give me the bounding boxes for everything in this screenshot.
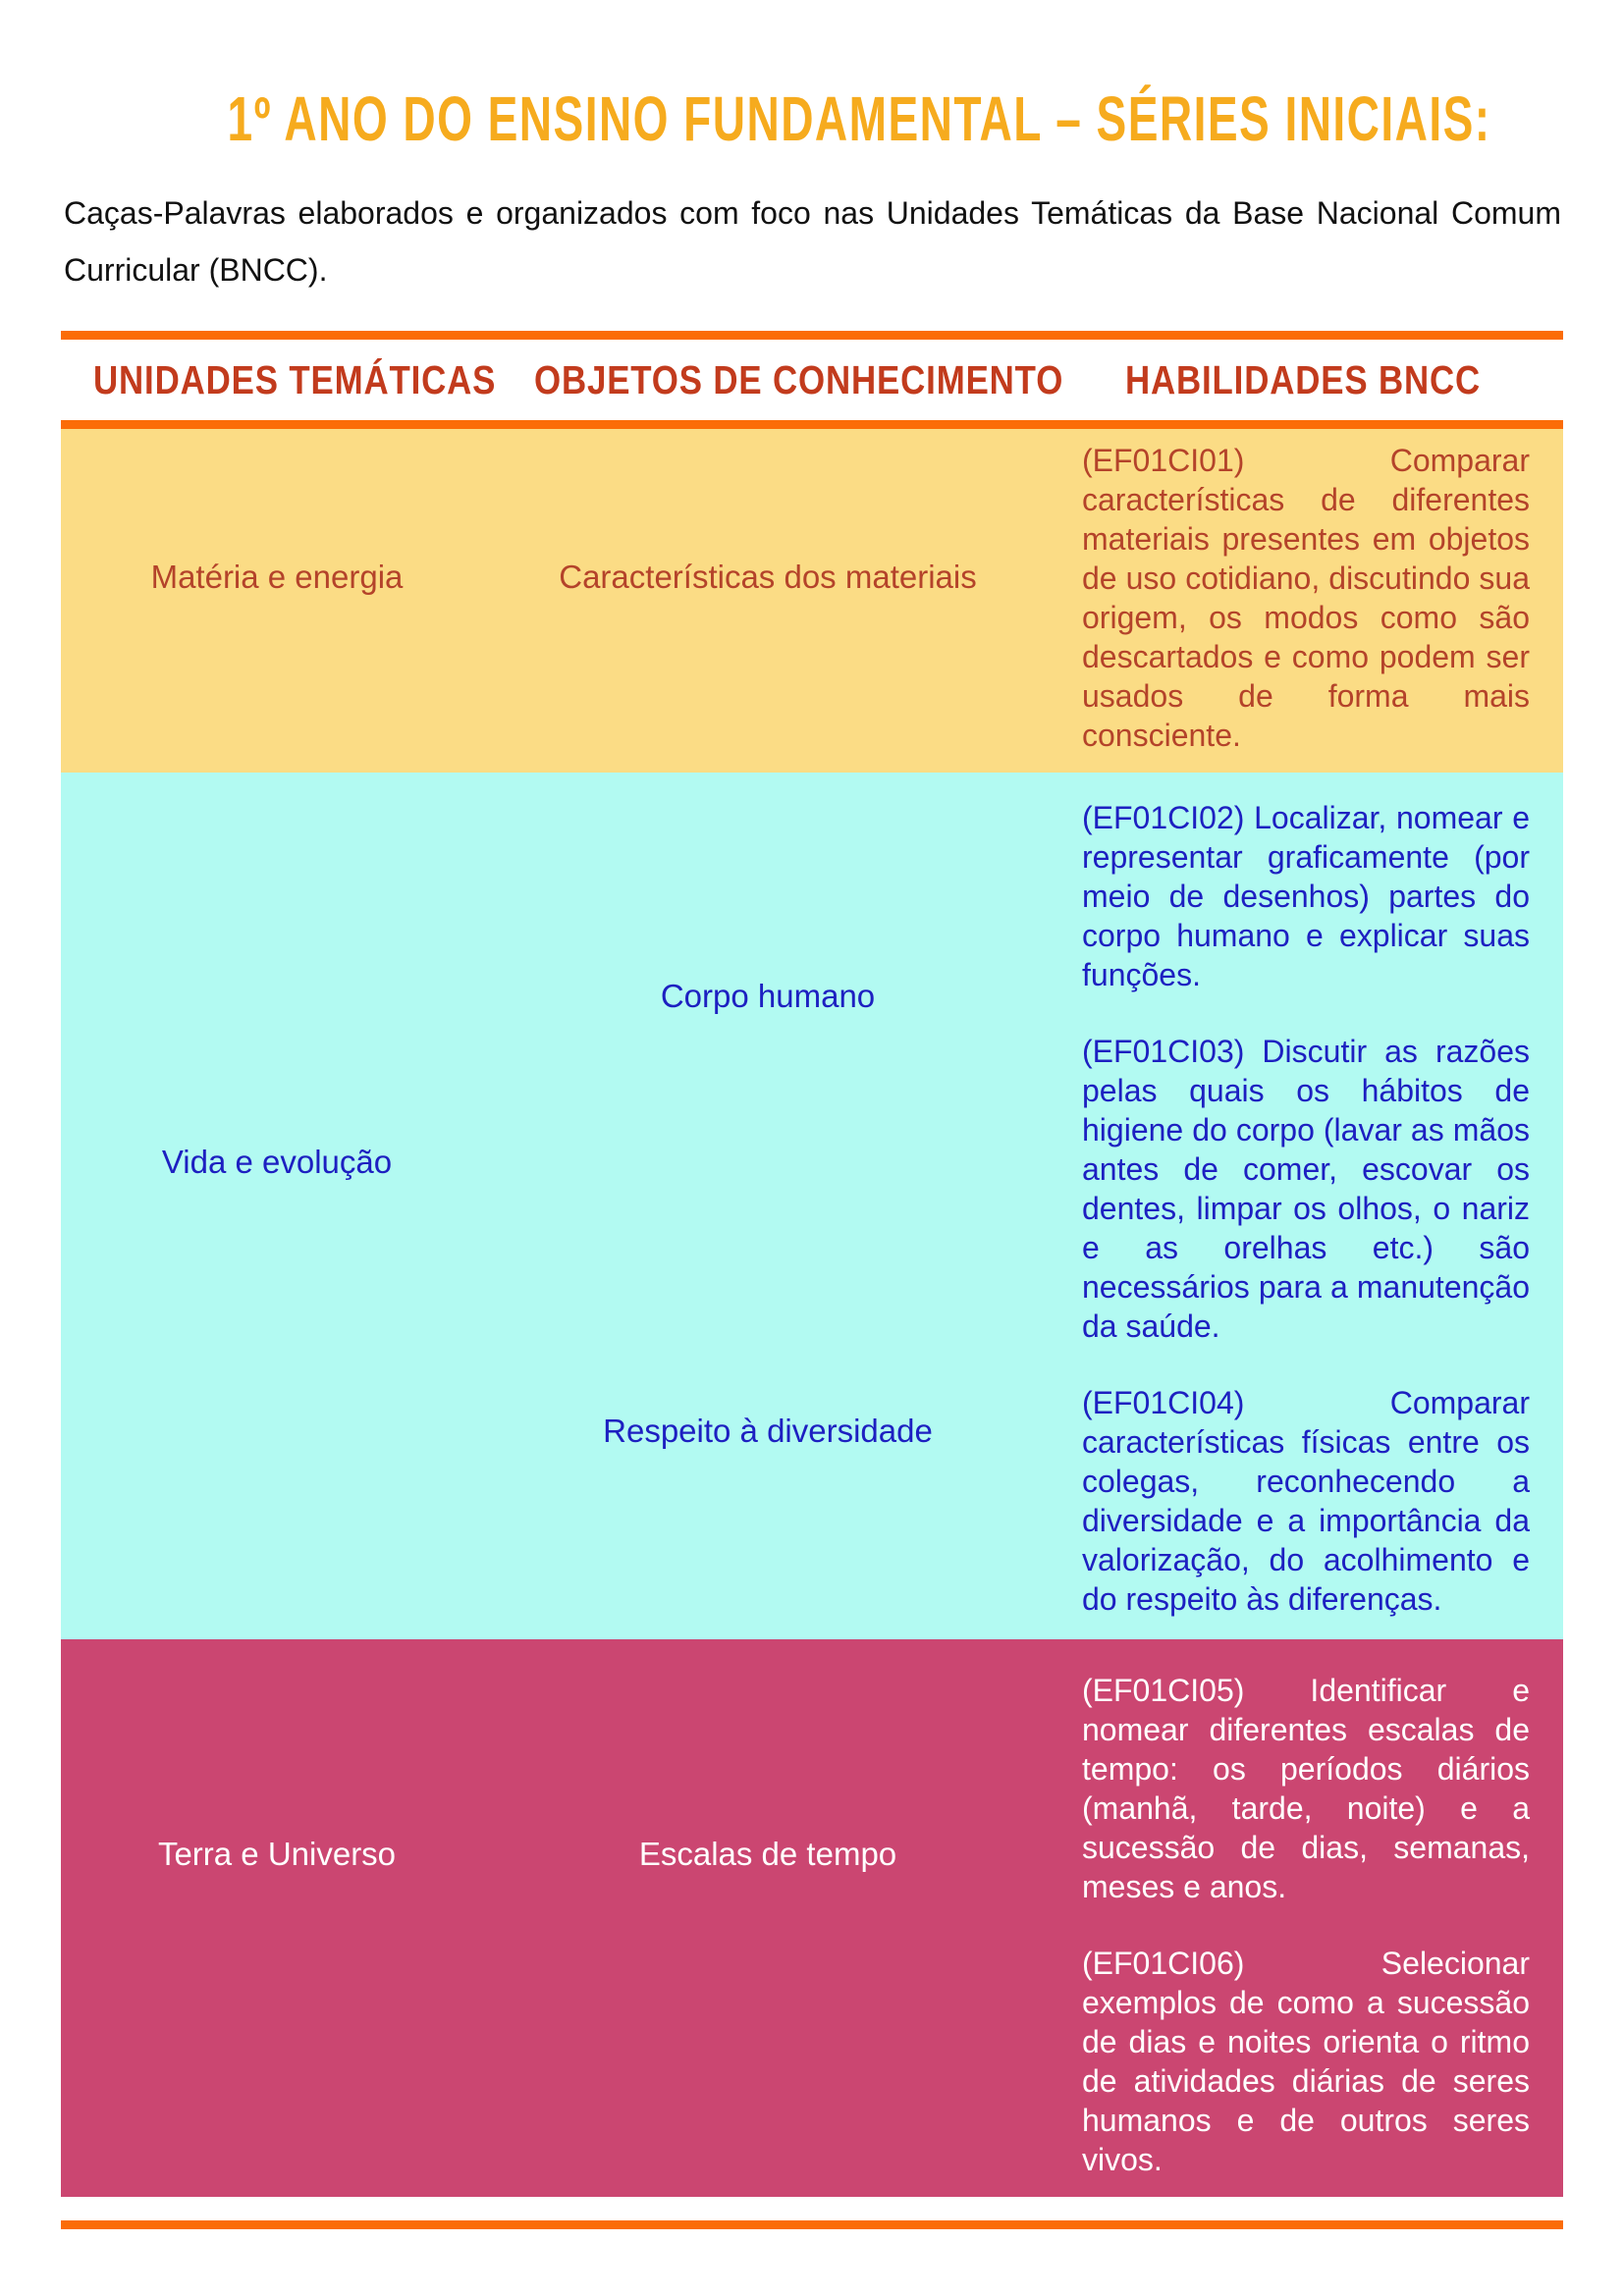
habilidade-ef01ci04: (EF01CI04) Comparar características físicas entre os colegas, reconhecendo a diversidade e a importância da valorização, do acolhimento e do respeito às diferenças. xyxy=(1082,1385,1530,1617)
header-unidades-tematicas: UNIDADES TEMÁTICAS xyxy=(93,356,497,402)
objeto-label-respeito-diversidade: Respeito à diversidade xyxy=(603,1413,933,1450)
header-objetos-conhecimento: OBJETOS DE CONHECIMENTO xyxy=(534,356,1064,402)
unidade-label: Matéria e energia xyxy=(150,558,404,595)
objeto-label-corpo-humano: Corpo humano xyxy=(660,977,876,1014)
table-row-vida-e-evolucao xyxy=(61,773,1563,1639)
bottom-gap xyxy=(61,2197,1563,2220)
intro-paragraph: Caças-Palavras elaborados e organizados com foco nas Unidades Temáticas da Base Nacional Comum Curricular (BNCC). xyxy=(64,195,1561,288)
header-habilidades-bncc: HABILIDADES BNCC xyxy=(1124,356,1482,402)
cell-objetos xyxy=(493,429,1043,773)
objeto-label: Escalas de tempo xyxy=(638,1835,897,1872)
divider-header xyxy=(61,420,1563,429)
habilidade-ef01ci01: (EF01CI01) Comparar características de diferentes materiais presentes em objetos de uso cotidiano, discutindo sua origem, os modos como são descartados e como podem ser usados de forma mais consciente. xyxy=(1082,443,1530,753)
unidade-label: Terra e Universo xyxy=(157,1835,397,1872)
cell-habilidades xyxy=(1043,773,1563,1639)
habilidade-ef01ci02: (EF01CI02) Localizar, nomear e representar graficamente (por meio de desenhos) partes do corpo humano e explicar suas funções. xyxy=(1082,800,1530,992)
habilidade-ef01ci03: (EF01CI03) Discutir as razões pelas quais os hábitos de higiene do corpo (lavar as mãos antes de comer, escovar os dentes, limpar os olhos, o nariz e as orelhas etc.) são necessários para a manutenção da saúde. xyxy=(1082,1034,1530,1344)
habilidade-ef01ci05: (EF01CI05) Identificar e nomear diferentes escalas de tempo: os períodos diários (manhã, tarde, noite) e a sucessão de dias, semanas, meses e anos. xyxy=(1082,1673,1530,1904)
objeto-label: Características dos materiais xyxy=(559,558,977,595)
cell-habilidades xyxy=(1043,1639,1563,2197)
cell-unidade xyxy=(61,773,493,1639)
cell-objetos xyxy=(493,1639,1043,2197)
table-row-materia-e-energia xyxy=(61,429,1563,773)
table-header-row xyxy=(61,340,1563,420)
cell-unidade xyxy=(61,1639,493,2197)
cell-habilidades xyxy=(1043,429,1563,773)
bncc-table xyxy=(61,331,1563,2229)
divider-bottom xyxy=(61,2220,1563,2229)
habilidade-ef01ci06: (EF01CI06) Selecionar exemplos de como a sucessão de dias e noites orienta o ritmo de atividades diárias de seres humanos e de outros seres vivos. xyxy=(1082,1946,1530,2177)
cell-unidade xyxy=(61,429,493,773)
page-title: 1º ANO DO ENSINO FUNDAMENTAL – SÉRIES INICIAIS: xyxy=(227,83,1491,154)
unidade-label: Vida e evolução xyxy=(161,1144,393,1181)
table-row-terra-e-universo xyxy=(61,1639,1563,2197)
cell-objetos xyxy=(493,773,1043,1639)
divider-top xyxy=(61,331,1563,340)
